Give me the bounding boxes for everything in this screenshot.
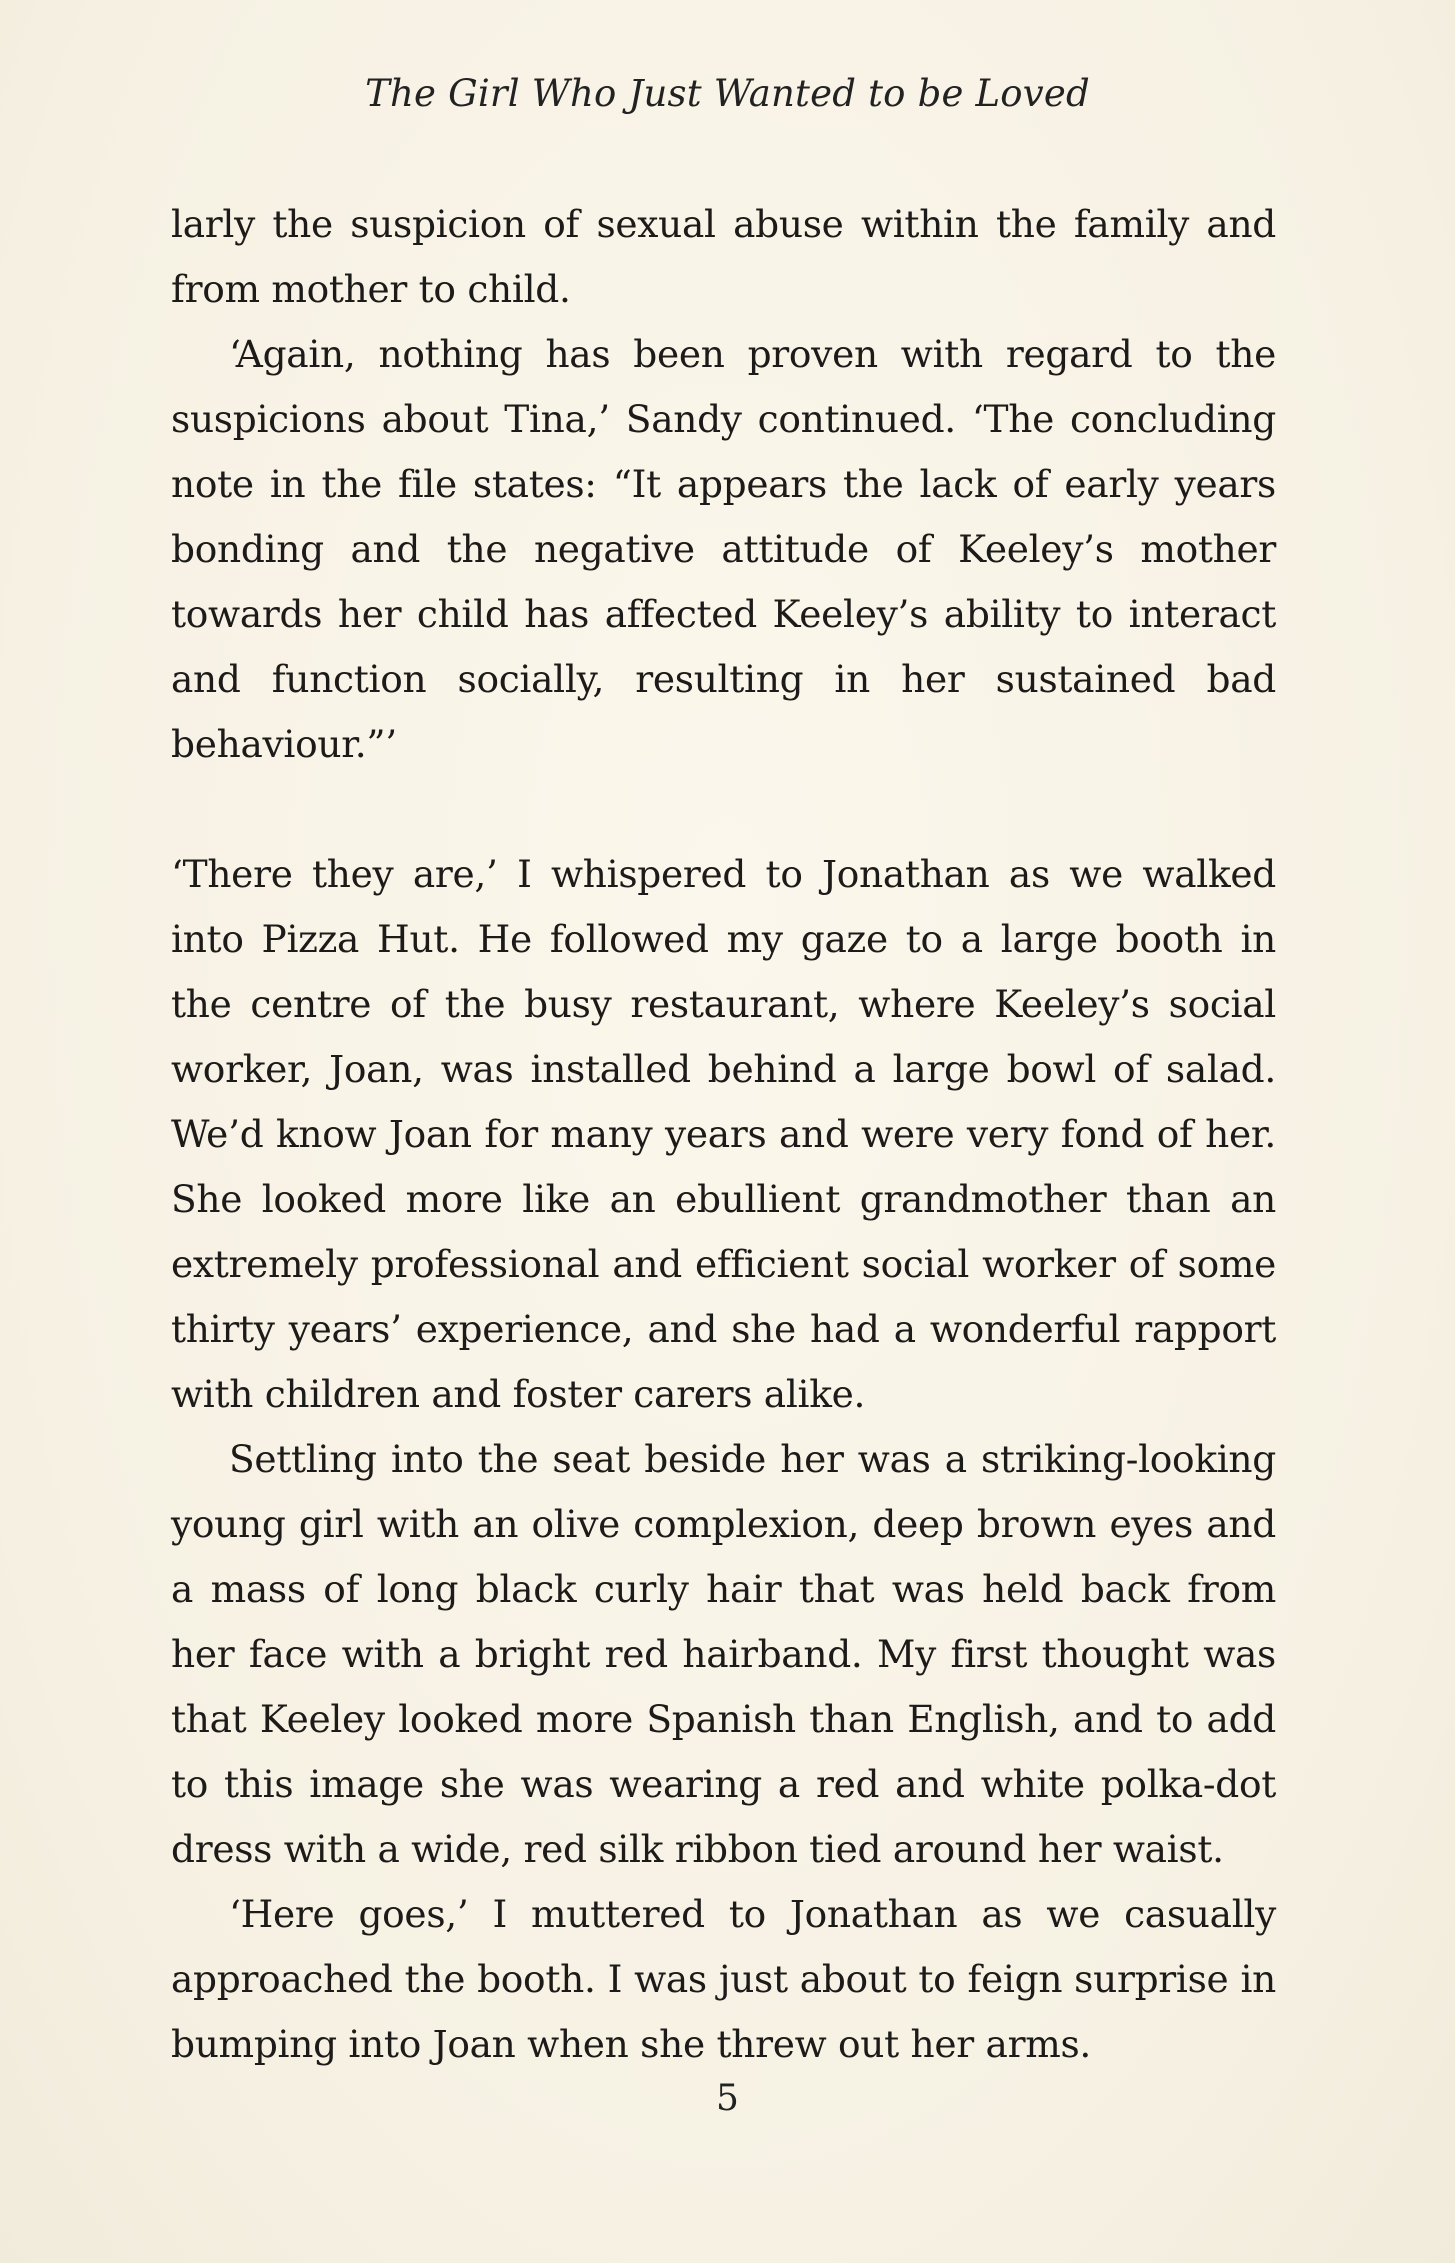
paragraph-keeley-description: Settling into the seat beside her was a striking-looking young girl with an olive complexion, deep brown eyes and a mass of long black curly hair that was held back from her face with a bright red hairband. My first thought was that Keeley looked more Spanish than English, and to add to this image she was wearing a red and white polka-dot dress with a wide, red silk ribbon tied around her waist. bbox=[171, 1437, 1276, 1871]
paragraph-sandy-note: ‘Again, nothing has been proven with regard to the suspicions about Tina,’ Sandy continued. ‘The concluding note in the file states: “It appears the lack of early years bonding and the negative attitude of Keeley’s mother towards her child has affected Keeley’s ability to interact and function socially, resulting in her sustained bad behaviour.”’ bbox=[171, 332, 1276, 766]
paragraph-here-goes: ‘Here goes,’ I muttered to Jonathan as we casually approached the booth. I was just about to feign surprise in bumping into Joan when she threw out her arms. bbox=[171, 1892, 1276, 2066]
running-title: The Girl Who Just Wanted to be Loved bbox=[365, 72, 1090, 115]
paragraph-continued: larly the suspicion of sexual abuse within the family and from mother to child. bbox=[171, 202, 1276, 311]
body-text bbox=[171, 192, 1276, 2077]
page-number: 5 bbox=[716, 2078, 739, 2119]
paragraph-pizza-hut: ‘There they are,’ I whispered to Jonathan as we walked into Pizza Hut. He followed my gaze to a large booth in the centre of the busy restaurant, where Keeley’s social worker, Joan, was installed behind a large bowl of salad. We’d know Joan for many years and were very fond of her. She looked more like an ebullient grandmother than an extremely professional and efficient social worker of some thirty years’ experience, and she had a wonderful rapport with children and foster carers alike. bbox=[171, 852, 1276, 1416]
